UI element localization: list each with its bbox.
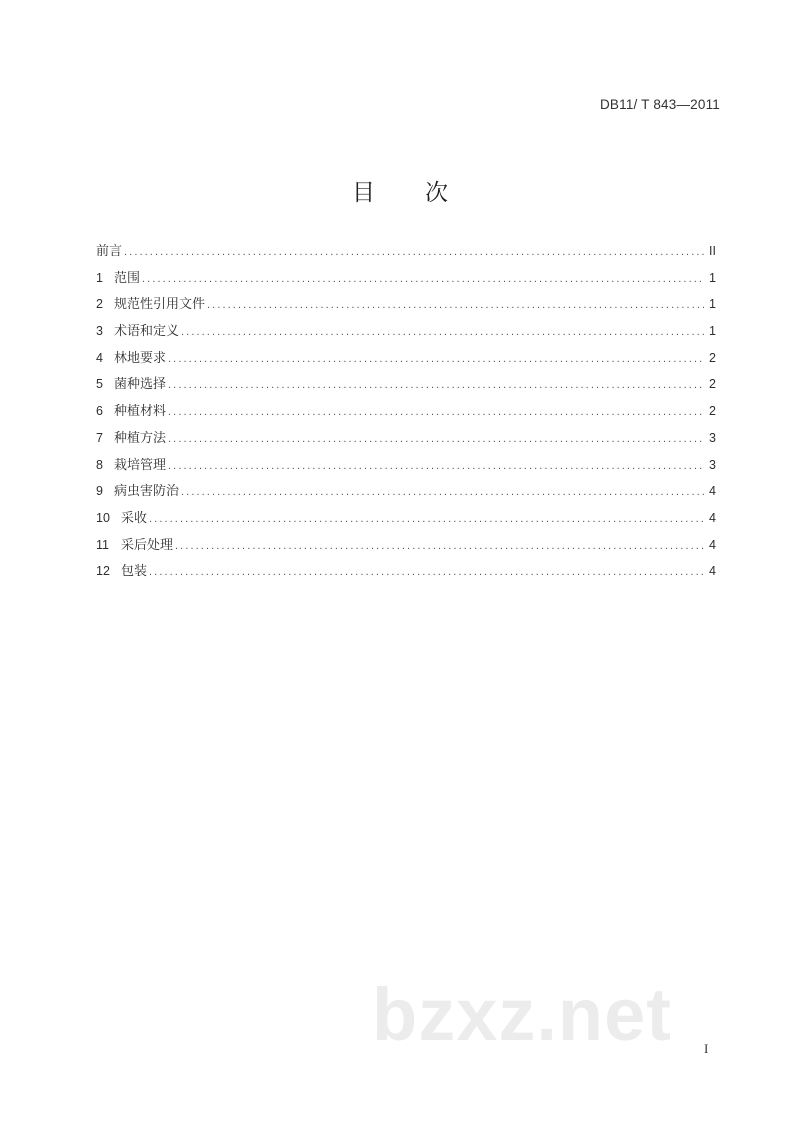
toc-leader-dots: [168, 353, 704, 365]
toc-leader-dots: [168, 379, 704, 391]
toc-entry-5[interactable]: [96, 373, 716, 400]
toc-entry-page: 2: [709, 404, 716, 419]
toc-entry-number: 5: [96, 377, 103, 392]
toc-entry-page: 3: [709, 430, 716, 445]
toc-entry-number: 2: [96, 297, 103, 312]
toc-entry-title[interactable]: 种植方法: [114, 430, 167, 446]
toc-entry-page: 1: [709, 270, 716, 285]
toc-entry-4[interactable]: [96, 347, 716, 374]
toc-entry-number: 8: [96, 457, 103, 472]
toc-entry-title[interactable]: 包装: [121, 564, 148, 580]
toc-entry-page: 4: [709, 537, 716, 552]
toc-entry-title[interactable]: 菌种选择: [114, 377, 167, 393]
toc-entry-10[interactable]: [96, 507, 716, 534]
toc-leader-dots: [149, 566, 704, 578]
toc-leader-dots: [181, 326, 704, 338]
toc-entry-number: 4: [96, 350, 103, 365]
document-code: DB11/ T 843—2011: [599, 97, 720, 112]
toc-entry-page: 4: [709, 484, 716, 499]
toc-entry-number: 12: [96, 564, 110, 579]
toc-entry-number: 9: [96, 484, 103, 499]
toc-entry-title[interactable]: 术语和定义: [114, 324, 180, 340]
toc-entry-number: 7: [96, 430, 103, 445]
toc-entry-page: 3: [709, 457, 716, 472]
toc-entry-page: 2: [709, 377, 716, 392]
toc-leader-dots: [124, 246, 704, 258]
toc-entry-8[interactable]: [96, 454, 716, 481]
toc-entry-page: II: [709, 244, 716, 258]
toc-entry-1[interactable]: [96, 267, 716, 294]
toc-entry-number: 6: [96, 404, 103, 419]
toc-entry-number: 3: [96, 324, 103, 339]
toc-entry-title[interactable]: 范围: [114, 270, 141, 286]
toc-leader-dots: [175, 540, 704, 552]
toc-entry-title[interactable]: 种植材料: [114, 404, 167, 420]
toc-leader-dots: [168, 433, 704, 445]
toc-entry-page: 4: [709, 510, 716, 525]
toc-leader-dots: [168, 406, 704, 418]
toc-title: [0, 174, 800, 207]
toc-entry-page: 1: [709, 324, 716, 339]
toc-entry-title[interactable]: 规范性引用文件: [114, 297, 206, 313]
toc-entry-9[interactable]: [96, 480, 716, 507]
toc-entry-number: 1: [96, 270, 103, 285]
toc-entry-12[interactable]: [96, 560, 716, 587]
toc-entry-page: 1: [709, 297, 716, 312]
toc-entry-title[interactable]: 采收: [121, 510, 148, 526]
toc-entry-title[interactable]: 林地要求: [114, 350, 167, 366]
toc-entry-6[interactable]: [96, 400, 716, 427]
toc-entry-page: 2: [709, 350, 716, 365]
toc-entry-number: 10: [96, 510, 110, 525]
toc-entry-title[interactable]: 前言: [96, 244, 123, 259]
table-of-contents: [96, 240, 716, 587]
toc-entry-foreword[interactable]: [96, 240, 716, 267]
toc-entry-title[interactable]: 栽培管理: [114, 457, 167, 473]
toc-entry-title[interactable]: 采后处理: [121, 537, 174, 553]
toc-leader-dots: [181, 486, 704, 498]
toc-title-char-1: 目: [352, 180, 375, 206]
toc-leader-dots: [207, 299, 704, 311]
toc-entry-2[interactable]: [96, 293, 716, 320]
toc-leader-dots: [149, 513, 704, 525]
toc-entry-3[interactable]: [96, 320, 716, 347]
watermark: bzxz.net: [372, 973, 672, 1056]
toc-entry-7[interactable]: [96, 427, 716, 454]
toc-title-char-2: 次: [425, 180, 448, 206]
toc-entry-11[interactable]: [96, 534, 716, 561]
toc-entry-page: 4: [709, 564, 716, 579]
toc-entry-title[interactable]: 病虫害防治: [114, 484, 180, 500]
toc-leader-dots: [168, 460, 704, 472]
page-number: I: [704, 1041, 709, 1056]
toc-entry-number: 11: [96, 537, 109, 552]
toc-leader-dots: [142, 273, 704, 285]
